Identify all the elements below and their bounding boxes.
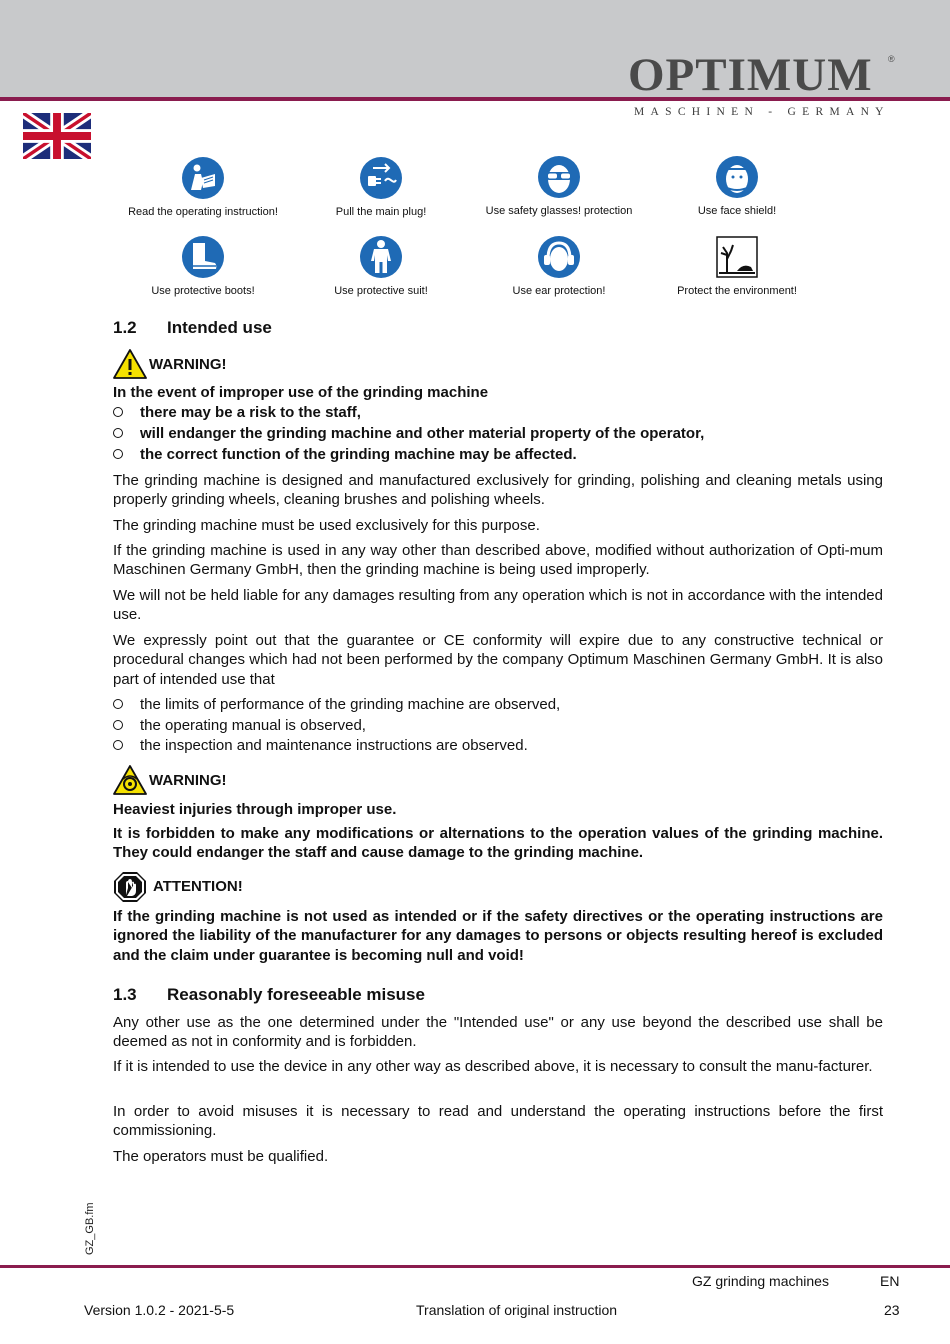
logo-subtitle: MASCHINEN - GERMANY [634,106,890,118]
rotating-parts-warning-icon [113,765,147,795]
list-item-text: the inspection and maintenance instructions are observed. [140,737,528,754]
sign-read-manual [113,156,293,218]
warning-notice-2 [113,765,313,795]
sign-protective-suit [300,235,462,297]
sign-label: Pull the main plug! [335,206,427,218]
warning-triangle-icon [113,349,147,379]
attention-label: ATTENTION! [153,878,243,895]
list-item-text: the correct function of the grinding machine may be affected. [140,446,577,463]
footer-version: Version 1.0.2 - 2021-5-5 [84,1302,235,1318]
bullet-icon [113,720,123,730]
bullet-icon [113,699,123,709]
sign-label: Use protective suit! [334,285,428,297]
footer-translation-note: Translation of original instruction [416,1302,618,1318]
footer-rule [0,1265,950,1268]
footer-product: GZ grinding machines [692,1273,829,1289]
section-title: Reasonably foreseeable misuse [167,985,425,1004]
warning-text: Heaviest injuries through improper use. [113,801,397,818]
warning-label: WARNING! [149,772,227,789]
sign-label: Use face shield! [697,205,777,217]
section-heading-1-2 [113,318,272,338]
paragraph: In order to avoid misuses it is necessary to read and understand the operating instructions before the first commissioning. [113,1103,883,1140]
sign-label: Protect the environment! [677,285,797,297]
section-number: 1.2 [113,318,137,337]
paragraph: The operators must be qualified. [113,1148,329,1165]
uk-flag-icon [23,113,91,159]
section-number: 1.3 [113,985,137,1004]
attention-notice [113,871,313,901]
paragraph: If it is intended to use the device in any other way as described above, it is necessary to consult the manu-facturer. [113,1058,873,1075]
sign-pull-plug [300,156,462,218]
face-shield-icon [715,155,759,199]
paragraph: Any other use as the one determined under the "Intended use" or any use beyond the described use shall be deemed as not in conformity and is forbidden. [113,1014,883,1051]
logo: OPTIMUM [628,49,873,101]
paragraph: The grinding machine is designed and manufactured exclusively for grinding, polishing and cleaning metals using properly grinding wheels, cleaning brushes and polishing wheels. [113,472,883,509]
sign-safety-glasses [475,155,643,217]
sign-ear-protection [475,235,643,297]
environment-icon [715,235,759,279]
protective-suit-icon [359,235,403,279]
bullet-icon [113,740,123,750]
footer-language: EN [880,1273,900,1289]
pull-plug-icon [359,156,403,200]
sign-label: Use ear protection! [512,285,606,297]
paragraph: The grinding machine must be used exclusively for this purpose. [113,517,540,534]
read-manual-icon [181,156,225,200]
bullet-icon [113,449,123,459]
list-item-text: there may be a risk to the staff, [140,404,361,421]
bullet-icon [113,428,123,438]
list-item-text: the limits of performance of the grinding machine are observed, [140,696,561,713]
warning-text: It is forbidden to make any modifications or alternations to the operation values of the grinding machine. They could endanger the staff and cause damage to the grinding machine. [113,825,883,862]
section-title: Intended use [167,318,272,337]
safety-glasses-icon [537,155,581,199]
logo-registered-mark: ® [888,54,895,64]
warning-intro: In the event of improper use of the grinding machine [113,384,489,401]
sign-environment [656,235,818,297]
sign-label: Read the operating instruction! [128,206,278,218]
section-heading-1-3 [113,985,425,1005]
sign-protective-boots [113,235,293,297]
list-item-text: will endanger the grinding machine and other material property of the operator, [140,425,705,442]
warning-label: WARNING! [149,356,227,373]
list-item-text: the operating manual is observed, [140,717,366,734]
warning-notice-1 [113,349,313,379]
attention-hand-icon [113,871,147,903]
paragraph: We will not be held liable for any damages resulting from any operation which is not in accordance with the intended use. [113,587,883,624]
page-number: 23 [884,1302,900,1318]
protective-boots-icon [181,235,225,279]
paragraph: If the grinding machine is used in any way other than described above, modified without authorization of Opti-mum Maschinen Germany GmbH, then the grinding machine is being used improperly. [113,542,883,579]
ear-protection-icon [537,235,581,279]
paragraph: We expressly point out that the guarantee or CE conformity will expire due to any constructive technical or procedural changes which had not been performed by the company Optimum Maschinen Germany GmbH. It is also part of intended use that [113,632,883,688]
sign-face-shield [656,155,818,217]
bullet-icon [113,407,123,417]
sign-label: Use safety glasses! protection [485,205,633,217]
side-file-label: GZ_GB.fm [84,1202,96,1255]
sign-label: Use protective boots! [151,285,255,297]
attention-text: If the grinding machine is not used as intended or if the safety directives or the operating instructions are ignored the liability of the manufacturer for any damages to persons or objects resulting hereof is excluded and the claim under guarantee is becoming null and void! [113,908,883,964]
